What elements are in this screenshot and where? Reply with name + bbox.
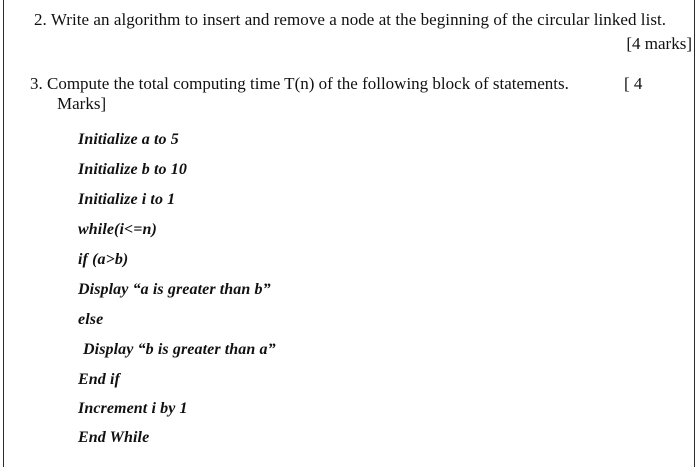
code-line-display-b: Display “b is greater than a” [83,341,276,358]
code-line-increment: Increment i by 1 [78,400,188,417]
code-line-else: else [78,311,104,328]
question-3-marks-label: Marks] [57,94,107,113]
code-line-initialize-i: Initialize i to 1 [78,191,176,208]
question-3-marks-bracket: [ 4 [624,74,643,93]
question-3-text: 3. Compute the total computing time T(n) of the following block of statements. [30,74,569,93]
question-2-text: 2. Write an algorithm to insert and remove a node at the beginning of the circular linked list. [34,10,667,29]
code-line-while: while(i<=n) [78,221,157,238]
code-line-if: if (a>b) [78,251,129,268]
code-line-display-a: Display “a is greater than b” [78,281,271,298]
right-border-line [694,0,695,467]
code-line-initialize-a: Initialize a to 5 [78,131,179,148]
code-line-initialize-b: Initialize b to 10 [78,161,187,178]
code-line-end-if: End if [78,371,120,388]
left-border-line [3,0,4,467]
question-2-marks: [4 marks] [626,34,692,53]
code-line-end-while: End While [78,429,150,446]
